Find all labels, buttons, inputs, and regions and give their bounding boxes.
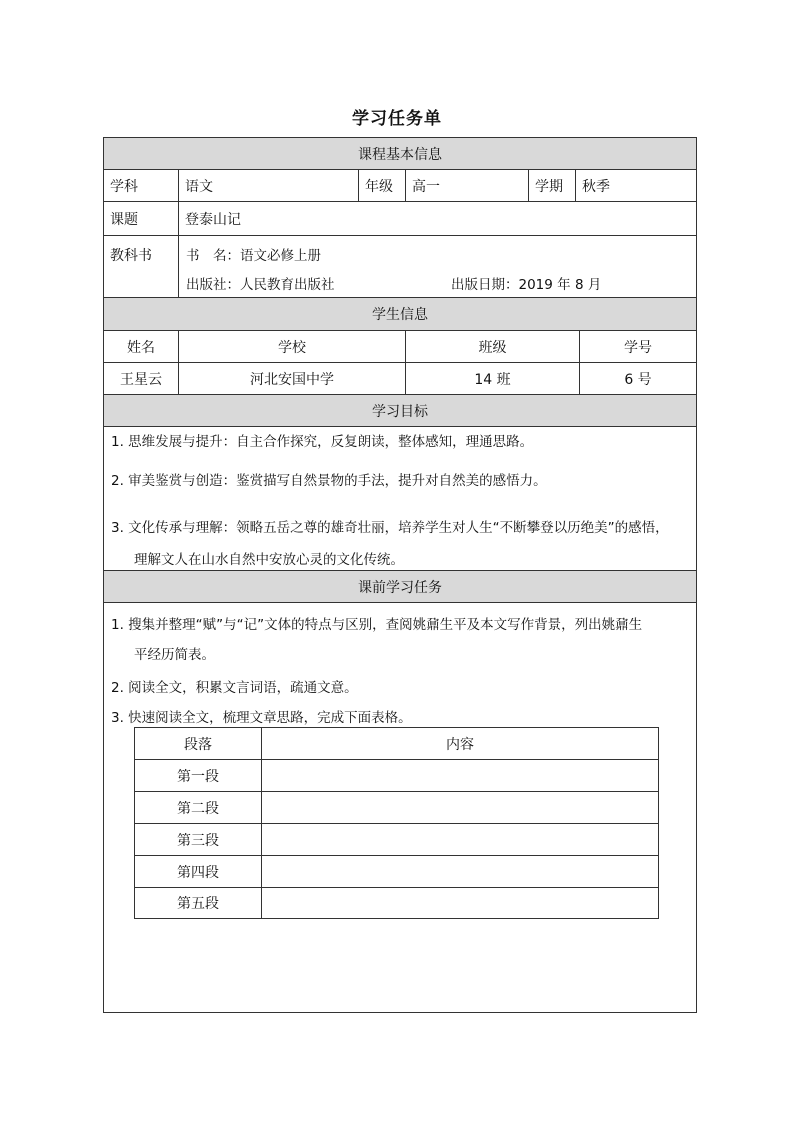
- publish-date: 出版日期：2019 年 8 月: [451, 277, 602, 293]
- table-row-content[interactable]: [261, 791, 659, 824]
- book-name: 书 名：语文必修上册: [186, 248, 321, 264]
- pre-tasks-header: 课前学习任务: [103, 570, 697, 603]
- table-row-label: 第四段: [134, 855, 262, 888]
- goals-header: 学习目标: [103, 394, 697, 427]
- col-school: 学校: [178, 330, 406, 363]
- goal-item-3-cont: 理解文人在山水自然中安放心灵的文化传统。: [134, 552, 404, 568]
- paragraph-table: [134, 727, 659, 919]
- task-item-1-cont: 平经历简表。: [134, 647, 215, 663]
- table-row-content[interactable]: [261, 759, 659, 792]
- student-school: 河北安国中学: [178, 362, 406, 395]
- student-no: 6 号: [579, 362, 697, 395]
- course-info-header: 课程基本信息: [103, 137, 697, 170]
- task-item-1: 1. 搜集并整理“赋”与“记”文体的特点与区别，查阅姚鼐生平及本文写作背景，列出姚鼐生: [111, 617, 643, 633]
- page-title: 学习任务单: [352, 109, 442, 129]
- grade-value: 高一: [405, 169, 529, 202]
- table-row-content[interactable]: [261, 855, 659, 888]
- goals-content: [103, 426, 697, 571]
- goal-item-2: 2. 审美鉴赏与创造：鉴赏描写自然景物的手法，提升对自然美的感悟力。: [111, 473, 547, 489]
- worksheet: [103, 137, 697, 1013]
- topic-label: 课题: [103, 201, 179, 236]
- publisher: 出版社：人民教育出版社: [186, 277, 335, 293]
- textbook-label-cell: [103, 235, 179, 298]
- task-item-2: 2. 阅读全文，积累文言词语，疏通文意。: [111, 680, 358, 696]
- goal-item-3: 3. 文化传承与理解：领略五岳之尊的雄奇壮丽，培养学生对人生“不断攀登以历绝美”的感悟，: [111, 520, 669, 536]
- student-info-header: 学生信息: [103, 297, 697, 331]
- table-row-content[interactable]: [261, 823, 659, 856]
- topic-value: 登泰山记: [178, 201, 697, 236]
- textbook-info-cell: [178, 235, 697, 298]
- table-row-label: 第五段: [134, 887, 262, 919]
- col-name: 姓名: [103, 330, 179, 363]
- textbook-label: 教科书: [110, 248, 152, 264]
- grade-label: 年级: [358, 169, 406, 202]
- goal-item-1: 1. 思维发展与提升：自主合作探究，反复朗读，整体感知，理通思路。: [111, 434, 534, 450]
- subject-value: 语文: [178, 169, 359, 202]
- paragraph-col-header: 段落: [134, 727, 262, 760]
- table-row-label: 第二段: [134, 791, 262, 824]
- term-label: 学期: [528, 169, 576, 202]
- task-item-3: 3. 快速阅读全文，梳理文章思路，完成下面表格。: [111, 710, 412, 726]
- student-class: 14 班: [405, 362, 580, 395]
- subject-label: 学科: [103, 169, 179, 202]
- col-student-no: 学号: [579, 330, 697, 363]
- term-value: 秋季: [575, 169, 697, 202]
- table-row-label: 第一段: [134, 759, 262, 792]
- col-class: 班级: [405, 330, 580, 363]
- content-col-header: 内容: [261, 727, 659, 760]
- table-row-label: 第三段: [134, 823, 262, 856]
- student-name: 王星云: [103, 362, 179, 395]
- table-row-content[interactable]: [261, 887, 659, 919]
